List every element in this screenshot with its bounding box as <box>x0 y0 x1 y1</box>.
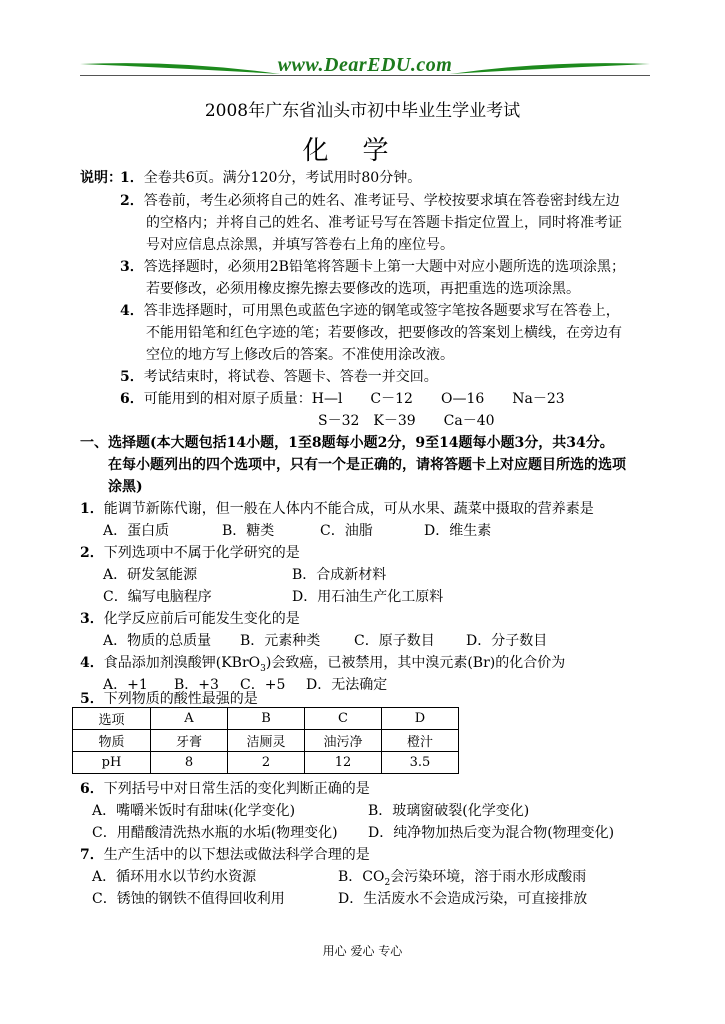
q3-option-d: D．分子数目 <box>466 633 548 649</box>
q3-option-a: A．物质的总质量 <box>103 633 212 649</box>
q7-option-b: B．$CO_2$会污染环境，溶于雨水形成酸雨 <box>338 869 587 888</box>
question-1-stem: 1．能调节新陈代谢，但一般在人体内不能合成，可从水果、蔬菜中摄取的营养素是 <box>80 501 594 517</box>
q7-option-d: D．生活废水不会造成污染，可直接排放 <box>338 891 588 907</box>
note-2-line-3: 号对应信息点涂黑，并填写答卷右上角的座位号。 <box>146 237 454 253</box>
section-heading-line-2: 在每小题列出的四个选项中，只有一个是正确的，请将答题卡上对应题目所选的选项 <box>108 457 626 473</box>
q4-option-c: C．+5 <box>240 677 286 693</box>
q2-option-d: D．用石油生产化工原料 <box>292 589 444 605</box>
table-cell: 3.5 <box>382 752 459 774</box>
q6-option-b: B．玻璃窗破裂(化学变化) <box>368 803 530 819</box>
table-cell: 油污净 <box>305 730 382 752</box>
header-rule <box>80 75 650 76</box>
question-3-stem: 3．化学反应前后可能发生变化的是 <box>80 611 300 627</box>
q3-option-c: C．原子数目 <box>354 633 435 649</box>
section-heading-line-3: 涂黑) <box>108 479 143 495</box>
table-cell: 物质 <box>73 730 151 752</box>
ph-table <box>72 707 459 774</box>
q4-option-b: B．+3 <box>174 677 219 693</box>
q2-option-c: C．编写电脑程序 <box>103 589 212 605</box>
table-cell: 牙膏 <box>151 730 228 752</box>
question-5-stem: 5．下列物质的酸性最强的是 <box>80 691 258 707</box>
note-5: 5．考试结束时，将试卷、答题卡、答卷一并交回。 <box>120 369 438 385</box>
table-cell: 2 <box>228 752 305 774</box>
table-row <box>73 752 459 774</box>
q2-option-b: B．合成新材料 <box>292 567 387 583</box>
q1-option-b: B．糖类 <box>222 523 275 539</box>
table-row <box>73 708 459 730</box>
note-4: 4．答非选择题时，可用黑色或蓝色字迹的钢笔或签字笔按各题要求写在答卷上， <box>120 303 620 319</box>
q1-option-a: A．蛋白质 <box>103 523 170 539</box>
question-7-stem: 7．生产生活中的以下想法或做法科学合理的是 <box>80 847 370 863</box>
question-4-stem: 4．食品添加剂溴酸钾(KBrO$_3$)会致癌，已被禁用，其中溴元素(Br)的化合价为 <box>80 655 566 674</box>
note-4-line-3: 空位的地方写上修改后的答案。不准使用涂改液。 <box>146 347 454 363</box>
q2-option-a: A．研发氢能源 <box>103 567 198 583</box>
subject-title: 化学 <box>302 136 423 166</box>
table-cell: A <box>151 708 228 730</box>
question-2-stem: 2．下列选项中不属于化学研究的是 <box>80 545 300 561</box>
q6-option-d: D．纯净物加热后变为混合物(物理变化) <box>368 825 615 841</box>
table-cell: pH <box>73 752 151 774</box>
page-footer: 用心 爱心 专心 <box>322 944 403 958</box>
table-cell: D <box>382 708 459 730</box>
section-heading: 一、选择题(本大题包括14小题，1至8题每小题2分，9至14题每小题3分，共34分。 <box>80 435 614 451</box>
q3-option-b: B．元素种类 <box>240 633 321 649</box>
table-cell: 选项 <box>73 708 151 730</box>
site-url: www.DearEDU.com <box>277 54 453 76</box>
note-3-line-2: 若要修改，必须用橡皮擦先擦去要修改的选项，再把重选的选项涂黑。 <box>146 281 580 297</box>
note-3: 3．答选择题时，必须用2B铅笔将答题卡上第一大题中对应小题所选的选项涂黑； <box>120 259 625 275</box>
note-2: 2．答卷前，考生必须将自己的姓名、准考证号、学校按要求填在答卷密封线左边 <box>120 193 620 209</box>
note-4-line-2: 不能用铅笔和红色字迹的笔；若要修改，把要修改的答案划上横线，在旁边有 <box>146 325 622 341</box>
note-1: 1．全卷共6页。满分120分，考试用时80分钟。 <box>120 170 422 186</box>
q1-option-d: D．维生素 <box>424 523 492 539</box>
table-row <box>73 730 459 752</box>
page-header <box>80 52 650 82</box>
note-2-line-2: 的空格内；并将自己的姓名、准考证号写在答题卡指定位置上，同时将准考证 <box>146 215 622 231</box>
table-cell: B <box>228 708 305 730</box>
notes-label: 说明： <box>80 170 122 186</box>
q6-option-c: C．用醋酸清洗热水瓶的水垢(物理变化) <box>92 825 338 841</box>
exam-title: 2008年广东省汕头市初中毕业生学业考试 <box>204 101 521 121</box>
question-6-stem: 6．下列括号中对日常生活的变化判断正确的是 <box>80 781 370 797</box>
q1-option-c: C．油脂 <box>320 523 373 539</box>
table-cell: 8 <box>151 752 228 774</box>
q7-option-c: C．锈蚀的钢铁不值得回收利用 <box>92 891 285 907</box>
table-cell: C <box>305 708 382 730</box>
q4-option-a: A．+1 <box>103 677 148 693</box>
q4-option-d: D．无法确定 <box>306 677 388 693</box>
table-cell: 橙汁 <box>382 730 459 752</box>
note-6-line-2: S－32 K－39 Ca－40 <box>318 413 495 429</box>
q7-option-a: A．循环用水以节约水资源 <box>92 869 257 885</box>
q6-option-a: A．嘴嚼米饭时有甜味(化学变化) <box>92 803 296 819</box>
table-cell: 12 <box>305 752 382 774</box>
table-cell: 洁厕灵 <box>228 730 305 752</box>
note-6: 6．可能用到的相对原子质量：H—l C－12 O—16 Na－23 <box>120 391 565 407</box>
